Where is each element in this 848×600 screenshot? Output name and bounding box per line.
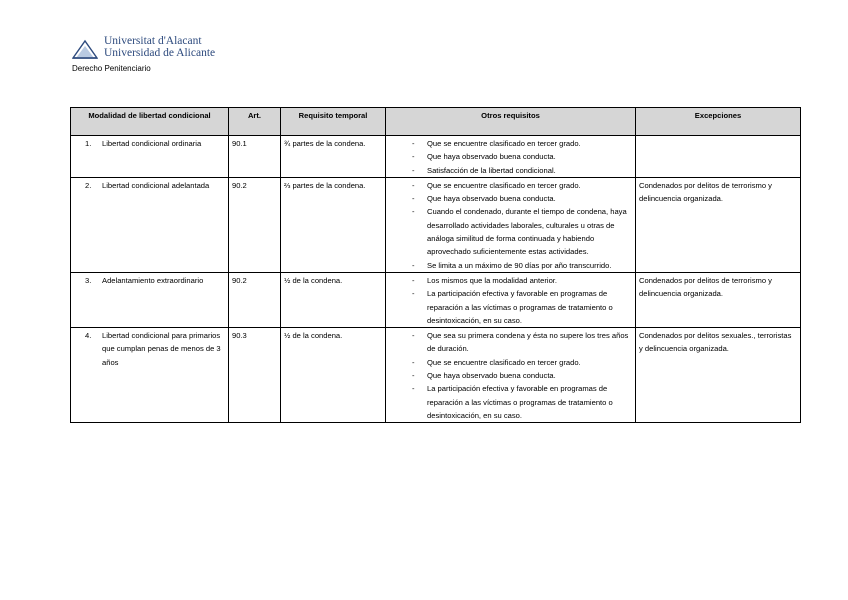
modality-cell [71,177,229,272]
table-header-row [71,108,801,136]
header-article: Art. [229,108,281,136]
header-modality: Modalidad de libertad condicional [71,108,229,136]
header-time-requirement: Requisito temporal [281,108,386,136]
requirement-item: - Que haya observado buena conducta. [389,192,632,205]
university-name-valencian: Universitat d'Alacant [104,35,202,47]
modality-cell [71,272,229,327]
requirement-item: - Que haya observado buena conducta. [389,369,632,382]
modality-cell [71,328,229,423]
requirement-item: - La participación efectiva y favorable en programas de reparación a las víctimas o programas de tratamiento o desintoxicación, en su caso. [389,382,632,422]
row-number: 3. [85,275,92,285]
time-cell: ½ de la condena. [281,328,386,423]
article-cell: 90.2 [229,177,281,272]
header-other-requirements: Otros requisitos [386,108,636,136]
modality-name: Libertad condicional adelantada [102,180,210,190]
modality-name: Libertad condicional para primarios que cumplan penas de menos de 3 años [102,331,221,367]
time-cell: ⅔ partes de la condena. [281,177,386,272]
table-row [71,177,801,272]
table-row [71,136,801,178]
university-name-spanish: Universidad de Alicante [104,46,216,59]
requirement-item: - Satisfacción de la libertad condicional. [389,164,632,177]
requirements-cell [386,328,636,423]
modality-name: Adelantamiento extraordinario [102,275,204,285]
article-cell: 90.3 [229,328,281,423]
parole-table [70,107,801,423]
requirement-item: - Que sea su primera condena y ésta no supere los tres años de duración. [389,329,632,356]
subject-title: Derecho Penitenciario [72,64,151,73]
row-number: 4. [85,331,92,341]
requirements-cell [386,136,636,178]
exceptions-cell: Condenados por delitos de terrorismo y delincuencia organizada. [636,177,801,272]
modality-name: Libertad condicional ordinaria [102,139,202,148]
university-logo-icon [72,38,98,60]
requirement-item: - Se limita a un máximo de 90 días por año transcurrido. [389,259,632,272]
table-row [71,328,801,423]
exceptions-cell [636,136,801,178]
requirement-item: - Cuando el condenado, durante el tiempo de condena, haya desarrollado actividades laborales, culturales u otras de análoga similitud de forma continuada y habiendo aprovechado suficientemente estas actividades. [389,205,632,258]
requirement-item: - La participación efectiva y favorable en programas de reparación a las víctimas o programas de tratamiento o desintoxicación, en su caso. [389,287,632,327]
article-cell: 90.2 [229,272,281,327]
requirement-item: - Los mismos que la modalidad anterior. [389,274,632,287]
requirement-item: - Que haya observado buena conducta. [389,150,632,163]
table-row [71,272,801,327]
document-header [72,36,215,73]
requirements-cell [386,272,636,327]
row-number: 2. [85,180,92,190]
exceptions-cell: Condenados por delitos sexuales., terroristas y delincuencia organizada. [636,328,801,423]
requirement-item: - Que se encuentre clasificado en tercer grado. [389,179,632,192]
time-cell: ¾ partes de la condena. [281,136,386,178]
requirement-item: - Que se encuentre clasificado en tercer grado. [389,137,632,150]
modality-cell [71,136,229,178]
university-name [104,36,215,59]
exceptions-cell: Condenados por delitos de terrorismo y delincuencia organizada. [636,272,801,327]
requirements-cell [386,177,636,272]
article-cell: 90.1 [229,136,281,178]
header-exceptions: Excepciones [636,108,801,136]
requirement-item: - Que se encuentre clasificado en tercer grado. [389,356,632,369]
time-cell: ½ de la condena. [281,272,386,327]
university-logo [72,36,215,60]
row-number: 1. [85,139,92,148]
